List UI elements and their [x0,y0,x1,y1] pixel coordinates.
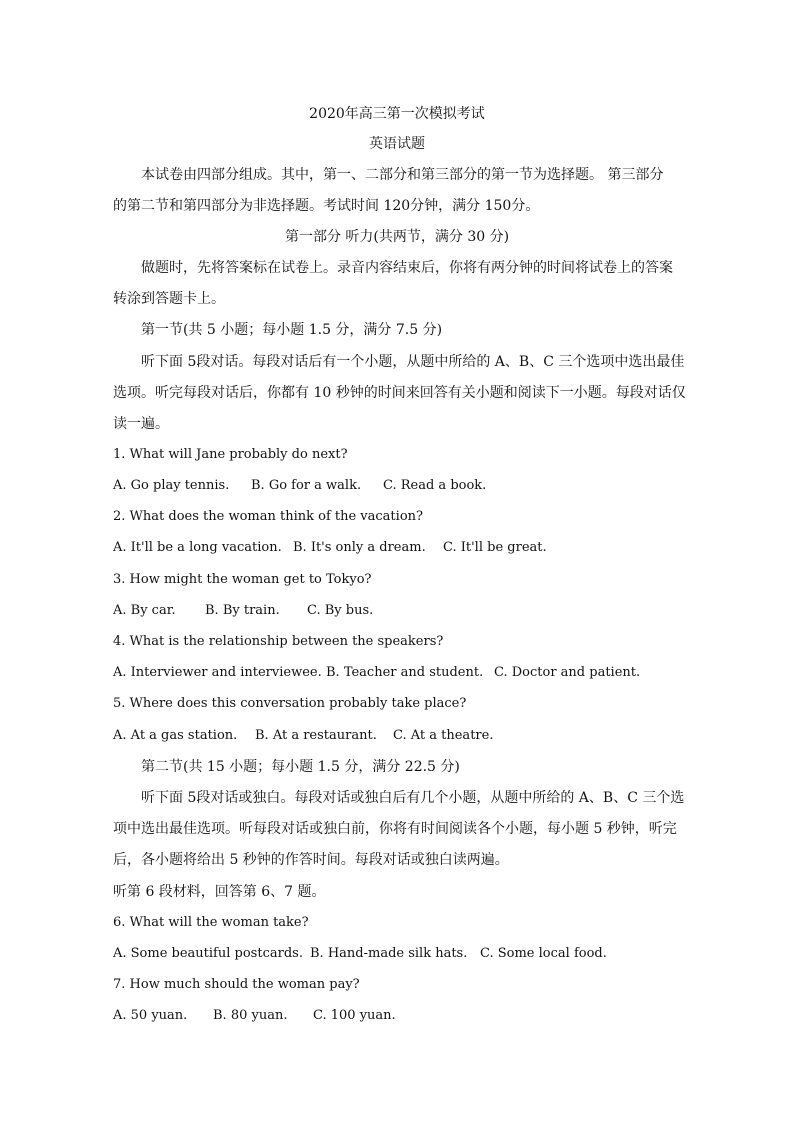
option-a: A. At a gas station. [113,728,238,743]
option-b: B. Teacher and student. [326,665,484,680]
question-3-options [113,601,373,621]
question-3: 3. How might the woman get to Tokyo? [113,572,372,587]
intro-line-2: 的第二节和第四部分为非选择题。考试时间 120分钟，满分 150分。 [113,198,540,214]
option-b: B. 80 yuan. [213,1008,288,1023]
question-1: 1. What will Jane probably do next? [113,447,348,462]
option-c: C. By bus. [307,603,374,618]
section2-instr-line-3: 后，各小题将给出 5 秒钟的作答时间。每段对话或独白读两遍。 [113,852,509,868]
section1-instr-line-2: 选项。听完每段对话后，你都有 10 秒钟的时间来回答有关小题和阅读下一小题。每段对话仅 [113,385,686,401]
part1-note-line-1: 做题时，先将答案标在试卷上。录音内容结束后，你将有两分钟的时间将试卷上的答案 [141,260,673,276]
question-5-options [113,726,493,746]
option-a: A. It'll be a long vacation. [113,540,282,555]
intro-line-1: 本试卷由四部分组成。其中，第一、二部分和第三部分的第一节为选择题。 第三部分 [141,167,664,183]
question-1-options [113,476,486,496]
question-4-options [113,663,640,683]
exam-title: 2020年高三第一次模拟考试 [309,106,485,122]
question-2: 2. What does the woman think of the vacation? [113,509,423,524]
option-b: B. At a restaurant. [255,728,377,743]
question-4: 4. What is the relationship between the speakers? [113,634,444,649]
option-c: C. Doctor and patient. [494,665,641,680]
section1-heading: 第一节(共 5 小题；每小题 1.5 分，满分 7.5 分) [141,322,443,338]
option-b: B. It's only a dream. [293,540,426,555]
question-2-options [113,538,547,558]
option-a: A. Some beautiful postcards. [113,946,303,961]
material-note: 听第 6 段材料，回答第 6、7 题。 [113,884,326,900]
option-b: B. Go for a walk. [251,478,362,493]
section1-instr-line-3: 读一遍。 [113,416,169,432]
question-7: 7. How much should the woman pay? [113,977,360,992]
option-c: C. 100 yuan. [313,1008,396,1023]
option-c: C. At a theatre. [393,728,494,743]
option-c: C. Read a book. [383,478,487,493]
option-c: C. It'll be great. [443,540,547,555]
section1-instr-line-1: 听下面 5段对话。每段对话后有一个小题，从题中所给的 A、B、C 三个选项中选出最佳 [141,354,685,370]
question-6-options [113,944,607,964]
section2-instr-line-1: 听下面 5段对话或独白。每段对话或独白后有几个小题，从题中所给的 A、B、C 三个选 [141,790,685,806]
option-a: A. Go play tennis. [113,478,230,493]
part1-heading: 第一部分 听力(共两节，满分 30 分) [284,229,510,245]
exam-subject: 英语试题 [369,136,425,152]
part1-note-line-2: 转涂到答题卡上。 [113,291,225,307]
question-7-options [113,1006,396,1026]
option-b: B. By train. [205,603,280,618]
question-5: 5. Where does this conversation probably take place? [113,696,467,711]
option-c: C. Some local food. [480,946,607,961]
option-a: A. 50 yuan. [113,1008,188,1023]
question-6: 6. What will the woman take? [113,915,309,930]
option-a: A. By car. [113,603,176,618]
section2-heading: 第二节(共 15 小题；每小题 1.5 分，满分 22.5 分) [141,759,460,775]
section2-instr-line-2: 项中选出最佳选项。听每段对话或独白前，你将有时间阅读各个小题，每小题 5 秒钟，听完 [113,821,677,837]
option-b: B. Hand-made silk hats. [310,946,468,961]
option-a: A. Interviewer and interviewee. [113,665,322,680]
